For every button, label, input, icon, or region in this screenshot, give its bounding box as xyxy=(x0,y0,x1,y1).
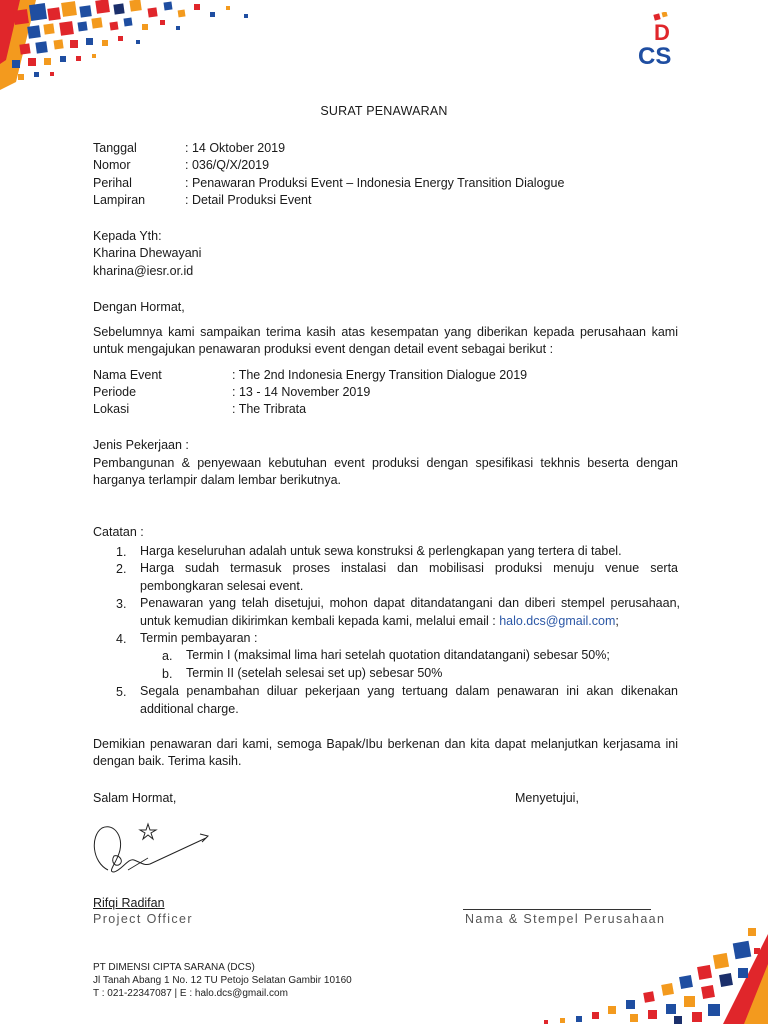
event-value: : The 2nd Indonesia Energy Transition Dialogue 2019 xyxy=(232,368,528,382)
meta-label: Perihal xyxy=(93,176,132,190)
closing-paragraph: Demikian penawaran dari kami, semoga Bapak/Ibu berkenan dan kita dapat melanjutkan kerjasama ini dengan baik. Terima kasih. xyxy=(93,737,678,768)
note-item-2: Harga sudah termasuk proses instalasi dan mobilisasi produksi menuju venue serta pembongkaran selesai event. xyxy=(140,561,678,593)
event-label: Nama Event xyxy=(93,368,162,382)
dcs-logo xyxy=(632,12,698,68)
footer-address: Jl Tanah Abang 1 No. 12 TU Petojo Selatan Gambir 10160 xyxy=(93,975,352,986)
event-label: Periode xyxy=(93,385,137,399)
footer-contact: T : 021-22347087 | E : halo.dcs@gmail.com xyxy=(93,988,288,999)
sub-item-letter: b. xyxy=(162,667,173,681)
signer-name: Rifqi Radifan xyxy=(93,896,165,910)
note-number: 3. xyxy=(116,597,127,611)
signoff-left: Salam Hormat, xyxy=(93,791,177,805)
sub-item-a: Termin I (maksimal lima hari setelah quotation ditandatangani) sebesar 50%; xyxy=(186,648,610,662)
note-item-5: Segala penambahan diluar pekerjaan yang tertuang dalam penawaran ini akan dikenakan additional charge. xyxy=(140,684,678,716)
signer-title: Project Officer xyxy=(93,912,193,926)
email-link[interactable]: halo.dcs@gmail.com xyxy=(499,613,616,628)
work-paragraph: Pembangunan & penyewaan kebutuhan event produksi dengan spesifikasi tekhnis beserta dengan harganya terlampir dalam lembar berikutnya. xyxy=(93,456,678,487)
notes-heading: Catatan : xyxy=(93,525,144,539)
note-number: 5. xyxy=(116,685,127,699)
event-value: : 13 - 14 November 2019 xyxy=(232,385,371,399)
meta-value: : 036/Q/X/2019 xyxy=(185,158,270,172)
note-item-1: Harga keseluruhan adalah untuk sewa konstruksi & perlengkapan yang tertera di tabel. xyxy=(140,544,622,558)
meta-row-subject xyxy=(93,175,565,192)
note-item-3-text: Penawaran yang telah disetujui, mohon dapat ditandatangani dan diberi stempel perusahaan, untuk kemudian dikirimkan kembali kepada kami, melalui email : xyxy=(140,596,680,628)
note-item-3-tail: ; xyxy=(615,613,619,628)
meta-value: : Detail Produksi Event xyxy=(185,193,312,207)
note-number: 2. xyxy=(116,562,127,576)
meta-value: : 14 Oktober 2019 xyxy=(185,141,286,155)
meta-row-attachment xyxy=(93,192,312,209)
event-label: Lokasi xyxy=(93,402,130,416)
recipient-name: Kharina Dhewayani xyxy=(93,246,202,260)
handwritten-signature xyxy=(88,818,218,888)
recipient-email: kharina@iesr.or.id xyxy=(93,264,194,278)
note-item-4: Termin pembayaran : xyxy=(140,631,258,645)
meta-label: Tanggal xyxy=(93,141,137,155)
decorative-mosaic-top-left xyxy=(0,0,270,90)
meta-label: Nomor xyxy=(93,158,131,172)
footer-company: PT DIMENSI CIPTA SARANA (DCS) xyxy=(93,962,255,973)
event-row-period xyxy=(93,384,371,401)
note-number: 1. xyxy=(116,545,127,559)
letter-title: SURAT PENAWARAN xyxy=(320,104,448,118)
sub-item-letter: a. xyxy=(162,649,173,663)
approver-signature-line xyxy=(463,909,651,910)
logo-letters-cs: CS xyxy=(638,43,672,68)
meta-label: Lampiran xyxy=(93,193,146,207)
meta-row-date xyxy=(93,140,286,157)
logo-letter-d: D xyxy=(654,20,670,45)
event-value: : The Tribrata xyxy=(232,402,307,416)
meta-value: : Penawaran Produksi Event – Indonesia Energy Transition Dialogue xyxy=(185,176,565,190)
event-row-name xyxy=(93,367,528,384)
event-row-location xyxy=(93,401,307,418)
intro-paragraph: Sebelumnya kami sampaikan terima kasih atas kesempatan yang diberikan kepada perusahaan kami untuk mengajukan penawaran produksi event dengan detail event sebagai berikut : xyxy=(93,325,678,356)
decorative-mosaic-bottom-right xyxy=(508,924,768,1024)
note-number: 4. xyxy=(116,632,127,646)
note-item-3 xyxy=(140,595,680,630)
recipient-heading: Kepada Yth: xyxy=(93,229,162,243)
approver-label: Nama & Stempel Perusahaan xyxy=(465,912,666,926)
greeting: Dengan Hormat, xyxy=(93,300,185,314)
meta-row-number xyxy=(93,157,270,174)
sub-item-b: Termin II (setelah selesai set up) sebesar 50% xyxy=(186,666,443,680)
signoff-right: Menyetujui, xyxy=(515,791,579,805)
work-heading: Jenis Pekerjaan : xyxy=(93,438,189,452)
